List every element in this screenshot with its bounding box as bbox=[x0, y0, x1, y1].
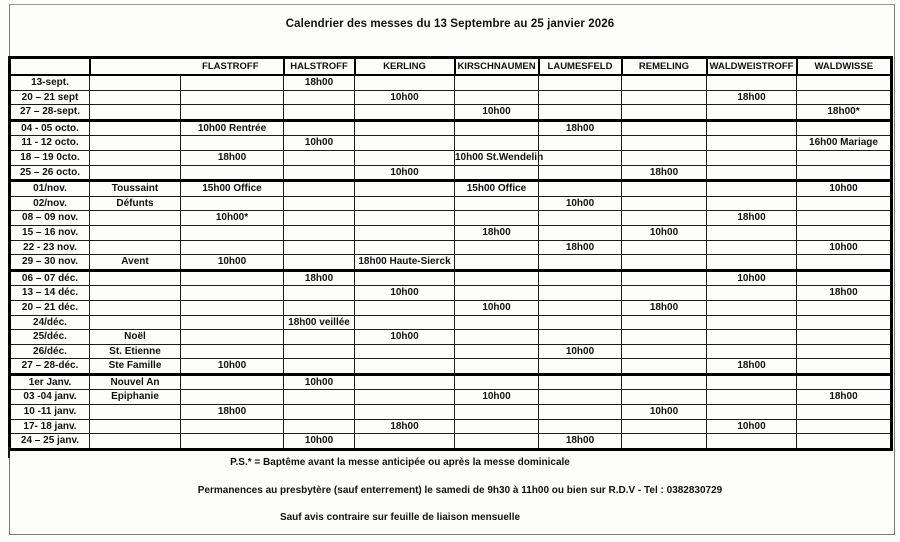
time-cell bbox=[539, 315, 622, 330]
event-cell: Avent bbox=[90, 255, 181, 271]
date-cell: 02/nov. bbox=[10, 196, 90, 211]
time-cell bbox=[455, 330, 539, 345]
time-cell bbox=[622, 240, 707, 255]
time-cell: 18h00 bbox=[797, 286, 892, 301]
time-cell bbox=[707, 120, 797, 136]
event-cell bbox=[90, 211, 181, 226]
time-cell: 10h00 bbox=[622, 225, 707, 240]
event-cell bbox=[90, 240, 181, 255]
time-cell bbox=[707, 374, 797, 390]
event-cell bbox=[90, 419, 181, 434]
time-cell bbox=[797, 374, 892, 390]
time-cell: 18h00 Haute-Sierck bbox=[355, 255, 455, 271]
time-cell: 10h00 bbox=[355, 90, 455, 105]
time-cell bbox=[284, 390, 355, 405]
time-cell bbox=[181, 315, 284, 330]
event-cell bbox=[90, 286, 181, 301]
time-cell bbox=[455, 196, 539, 211]
column-header-remeling: REMELING bbox=[622, 58, 707, 76]
date-cell: 20 – 21 déc. bbox=[10, 300, 90, 315]
time-cell: 10h00 bbox=[284, 434, 355, 450]
time-cell bbox=[455, 255, 539, 271]
time-cell bbox=[455, 286, 539, 301]
time-cell bbox=[707, 300, 797, 315]
time-cell: 10h00* bbox=[181, 211, 284, 226]
time-cell bbox=[455, 240, 539, 255]
event-cell bbox=[90, 315, 181, 330]
event-cell bbox=[90, 225, 181, 240]
time-cell bbox=[707, 165, 797, 181]
column-header-waldweistroff: WALDWEISTROFF bbox=[707, 58, 797, 76]
time-cell bbox=[622, 211, 707, 226]
time-cell bbox=[355, 240, 455, 255]
time-cell bbox=[707, 75, 797, 90]
time-cell bbox=[181, 240, 284, 255]
column-header-halstroff: HALSTROFF bbox=[284, 58, 355, 76]
time-cell bbox=[355, 344, 455, 359]
time-cell bbox=[797, 150, 892, 165]
time-cell bbox=[284, 419, 355, 434]
date-cell: 11 - 12 octo. bbox=[10, 136, 90, 151]
time-cell bbox=[622, 75, 707, 90]
time-cell: 18h00 bbox=[539, 240, 622, 255]
time-cell: 10h00 bbox=[455, 390, 539, 405]
time-cell bbox=[539, 225, 622, 240]
time-cell: 18h00 bbox=[181, 150, 284, 165]
time-cell bbox=[622, 344, 707, 359]
time-cell bbox=[181, 286, 284, 301]
time-cell bbox=[284, 255, 355, 271]
time-cell bbox=[622, 196, 707, 211]
date-cell: 25/déc. bbox=[10, 330, 90, 345]
time-cell bbox=[797, 419, 892, 434]
table-row bbox=[10, 255, 892, 271]
time-cell bbox=[622, 330, 707, 345]
time-cell bbox=[355, 150, 455, 165]
event-cell bbox=[90, 75, 181, 90]
scan-line-artifact bbox=[8, 447, 10, 458]
time-cell bbox=[797, 196, 892, 211]
time-cell bbox=[284, 196, 355, 211]
event-cell: Ste Famille bbox=[90, 359, 181, 375]
table-row bbox=[10, 286, 892, 301]
footnote-office-hours: Permanences au presbytère (sauf enterrement) le samedi de 9h30 à 11h00 ou bien sur R.D.V - Tel : 0382830729 bbox=[197, 485, 723, 496]
time-cell: 10h00 bbox=[797, 181, 892, 197]
time-cell: 10h00 St.Wendelin bbox=[455, 150, 539, 165]
column-header-laumesfeld: LAUMESFELD bbox=[539, 58, 622, 76]
time-cell bbox=[181, 75, 284, 90]
date-cell: 13 – 14 déc. bbox=[10, 286, 90, 301]
time-cell: 18h00 bbox=[622, 165, 707, 181]
header-row bbox=[10, 58, 892, 76]
table-row bbox=[10, 330, 892, 345]
time-cell bbox=[355, 181, 455, 197]
time-cell bbox=[284, 105, 355, 121]
time-cell bbox=[622, 374, 707, 390]
event-cell bbox=[90, 105, 181, 121]
time-cell: 10h00 Rentrée bbox=[181, 120, 284, 136]
time-cell bbox=[797, 255, 892, 271]
time-cell: 10h00 bbox=[707, 270, 797, 286]
column-header-flastroff: FLASTROFF bbox=[90, 58, 284, 76]
time-cell: 18h00 bbox=[707, 90, 797, 105]
time-cell bbox=[181, 270, 284, 286]
date-cell: 22 - 23 nov. bbox=[10, 240, 90, 255]
table-row bbox=[10, 300, 892, 315]
time-cell bbox=[539, 286, 622, 301]
time-cell bbox=[455, 270, 539, 286]
time-cell: 18h00 bbox=[539, 120, 622, 136]
table-row bbox=[10, 165, 892, 181]
time-cell bbox=[622, 255, 707, 271]
time-cell bbox=[181, 434, 284, 450]
date-cell: 08 – 09 nov. bbox=[10, 211, 90, 226]
event-cell bbox=[90, 405, 181, 420]
table-row bbox=[10, 75, 892, 90]
footnote-baptism: P.S.* = Baptême avant la messe anticipée ou après la messe dominicale bbox=[230, 457, 570, 468]
table-row bbox=[10, 405, 892, 420]
time-cell bbox=[355, 390, 455, 405]
time-cell bbox=[797, 344, 892, 359]
event-cell: Epiphanie bbox=[90, 390, 181, 405]
time-cell: 10h00 bbox=[455, 105, 539, 121]
time-cell bbox=[455, 359, 539, 375]
table-row bbox=[10, 90, 892, 105]
time-cell bbox=[284, 286, 355, 301]
table-row bbox=[10, 270, 892, 286]
time-cell: 10h00 bbox=[539, 196, 622, 211]
header-date-column bbox=[10, 58, 90, 76]
table-row bbox=[10, 240, 892, 255]
date-cell: 06 – 07 déc. bbox=[10, 270, 90, 286]
time-cell: 10h00 bbox=[284, 136, 355, 151]
table-row bbox=[10, 390, 892, 405]
time-cell: 10h00 bbox=[539, 344, 622, 359]
time-cell: 18h00 bbox=[622, 300, 707, 315]
time-cell bbox=[284, 90, 355, 105]
table-row bbox=[10, 105, 892, 121]
time-cell bbox=[355, 270, 455, 286]
time-cell: 18h00 bbox=[707, 359, 797, 375]
date-cell: 03 -04 janv. bbox=[10, 390, 90, 405]
time-cell bbox=[455, 374, 539, 390]
time-cell bbox=[622, 315, 707, 330]
time-cell bbox=[455, 120, 539, 136]
time-cell bbox=[355, 374, 455, 390]
time-cell bbox=[539, 211, 622, 226]
time-cell bbox=[797, 330, 892, 345]
time-cell bbox=[539, 270, 622, 286]
time-cell bbox=[622, 286, 707, 301]
time-cell bbox=[455, 315, 539, 330]
time-cell bbox=[284, 240, 355, 255]
time-cell bbox=[539, 165, 622, 181]
time-cell bbox=[355, 315, 455, 330]
event-cell bbox=[90, 90, 181, 105]
time-cell bbox=[455, 211, 539, 226]
page-title: Calendrier des messes du 13 Septembre au 25 janvier 2026 bbox=[285, 18, 615, 30]
event-cell bbox=[90, 165, 181, 181]
time-cell bbox=[181, 136, 284, 151]
time-cell bbox=[181, 90, 284, 105]
time-cell bbox=[539, 90, 622, 105]
date-cell: 24 – 25 janv. bbox=[10, 434, 90, 450]
date-cell: 29 – 30 nov. bbox=[10, 255, 90, 271]
time-cell bbox=[355, 300, 455, 315]
table-row bbox=[10, 225, 892, 240]
time-cell: 18h00 bbox=[284, 270, 355, 286]
date-cell: 24/déc. bbox=[10, 315, 90, 330]
time-cell bbox=[355, 405, 455, 420]
date-cell: 18 – 19 0cto. bbox=[10, 150, 90, 165]
table-row bbox=[10, 211, 892, 226]
table-row bbox=[10, 120, 892, 136]
date-cell: 04 - 05 octo. bbox=[10, 120, 90, 136]
table-row bbox=[10, 344, 892, 359]
time-cell bbox=[284, 330, 355, 345]
time-cell bbox=[284, 181, 355, 197]
date-cell: 25 – 26 octo. bbox=[10, 165, 90, 181]
time-cell bbox=[539, 150, 622, 165]
time-cell bbox=[181, 374, 284, 390]
event-cell bbox=[90, 136, 181, 151]
event-cell bbox=[90, 270, 181, 286]
table-row bbox=[10, 374, 892, 390]
event-cell bbox=[90, 150, 181, 165]
time-cell: 10h00 bbox=[355, 165, 455, 181]
time-cell bbox=[622, 120, 707, 136]
event-cell bbox=[90, 434, 181, 450]
time-cell bbox=[355, 105, 455, 121]
time-cell: 10h00 bbox=[622, 405, 707, 420]
time-cell bbox=[181, 390, 284, 405]
time-cell: 18h00 bbox=[181, 405, 284, 420]
date-cell: 01/nov. bbox=[10, 181, 90, 197]
column-header-waldwisse: WALDWISSE bbox=[797, 58, 892, 76]
time-cell bbox=[707, 390, 797, 405]
time-cell: 10h00 bbox=[355, 286, 455, 301]
time-cell bbox=[539, 390, 622, 405]
date-cell: 1er Janv. bbox=[10, 374, 90, 390]
time-cell: 10h00 bbox=[797, 240, 892, 255]
time-cell: 10h00 bbox=[355, 330, 455, 345]
time-cell bbox=[622, 136, 707, 151]
event-cell bbox=[90, 120, 181, 136]
time-cell bbox=[622, 434, 707, 450]
footnote-disclaimer: Sauf avis contraire sur feuille de liaison mensuelle bbox=[279, 512, 521, 523]
time-cell bbox=[707, 240, 797, 255]
time-cell bbox=[181, 330, 284, 345]
time-cell bbox=[622, 105, 707, 121]
time-cell bbox=[539, 105, 622, 121]
time-cell bbox=[539, 75, 622, 90]
time-cell: 18h00 bbox=[455, 225, 539, 240]
time-cell bbox=[797, 165, 892, 181]
time-cell bbox=[455, 344, 539, 359]
time-cell bbox=[622, 90, 707, 105]
event-cell bbox=[90, 300, 181, 315]
time-cell bbox=[707, 286, 797, 301]
time-cell bbox=[797, 434, 892, 450]
time-cell bbox=[797, 405, 892, 420]
table-row bbox=[10, 419, 892, 434]
time-cell bbox=[622, 390, 707, 405]
time-cell bbox=[455, 136, 539, 151]
time-cell bbox=[539, 330, 622, 345]
time-cell: 18h00 bbox=[539, 434, 622, 450]
date-cell: 26/déc. bbox=[10, 344, 90, 359]
time-cell bbox=[355, 359, 455, 375]
time-cell bbox=[284, 120, 355, 136]
event-cell: Défunts bbox=[90, 196, 181, 211]
time-cell bbox=[181, 225, 284, 240]
time-cell bbox=[707, 315, 797, 330]
time-cell bbox=[707, 136, 797, 151]
time-cell bbox=[707, 255, 797, 271]
time-cell bbox=[797, 75, 892, 90]
time-cell: 10h00 bbox=[181, 359, 284, 375]
date-cell: 13-sept. bbox=[10, 75, 90, 90]
time-cell bbox=[707, 181, 797, 197]
time-cell: 18h00 veillée bbox=[284, 315, 355, 330]
date-cell: 27 – 28-déc. bbox=[10, 359, 90, 375]
table-row bbox=[10, 150, 892, 165]
time-cell: 18h00 bbox=[284, 75, 355, 90]
time-cell: 18h00 bbox=[707, 211, 797, 226]
time-cell bbox=[539, 181, 622, 197]
date-cell: 10 -11 janv. bbox=[10, 405, 90, 420]
time-cell bbox=[707, 434, 797, 450]
event-cell: St. Etienne bbox=[90, 344, 181, 359]
time-cell: 15h00 Office bbox=[181, 181, 284, 197]
table-row bbox=[10, 315, 892, 330]
time-cell bbox=[707, 330, 797, 345]
time-cell bbox=[284, 300, 355, 315]
time-cell: 15h00 Office bbox=[455, 181, 539, 197]
time-cell bbox=[622, 270, 707, 286]
date-cell: 20 – 21 sept bbox=[10, 90, 90, 105]
date-cell: 17- 18 janv. bbox=[10, 419, 90, 434]
time-cell bbox=[797, 225, 892, 240]
column-header-kerling: KERLING bbox=[355, 58, 455, 76]
time-cell bbox=[797, 120, 892, 136]
time-cell: 16h00 Mariage bbox=[797, 136, 892, 151]
column-header-kirschnaumen: KIRSCHNAUMEN bbox=[455, 58, 539, 76]
time-cell bbox=[539, 255, 622, 271]
time-cell bbox=[284, 359, 355, 375]
time-cell bbox=[181, 105, 284, 121]
time-cell bbox=[181, 419, 284, 434]
time-cell bbox=[284, 405, 355, 420]
table-row bbox=[10, 136, 892, 151]
time-cell bbox=[455, 419, 539, 434]
time-cell bbox=[355, 120, 455, 136]
time-cell bbox=[284, 165, 355, 181]
event-cell: Toussaint bbox=[90, 181, 181, 197]
time-cell bbox=[181, 300, 284, 315]
time-cell bbox=[707, 196, 797, 211]
time-cell: 10h00 bbox=[181, 255, 284, 271]
time-cell bbox=[797, 270, 892, 286]
table-row bbox=[10, 434, 892, 450]
time-cell bbox=[455, 405, 539, 420]
time-cell: 18h00 bbox=[355, 419, 455, 434]
time-cell bbox=[707, 344, 797, 359]
time-cell bbox=[455, 90, 539, 105]
event-cell: Noël bbox=[90, 330, 181, 345]
mass-schedule-table bbox=[8, 56, 893, 451]
time-cell bbox=[539, 405, 622, 420]
time-cell bbox=[622, 181, 707, 197]
time-cell bbox=[181, 344, 284, 359]
time-cell bbox=[455, 434, 539, 450]
time-cell bbox=[284, 150, 355, 165]
time-cell bbox=[181, 196, 284, 211]
table-row bbox=[10, 196, 892, 211]
time-cell: 10h00 bbox=[455, 300, 539, 315]
time-cell bbox=[355, 225, 455, 240]
time-cell: 10h00 bbox=[707, 419, 797, 434]
time-cell bbox=[707, 105, 797, 121]
time-cell bbox=[539, 136, 622, 151]
time-cell bbox=[539, 300, 622, 315]
time-cell bbox=[622, 359, 707, 375]
time-cell bbox=[707, 405, 797, 420]
time-cell bbox=[455, 75, 539, 90]
time-cell bbox=[181, 165, 284, 181]
date-cell: 15 – 16 nov. bbox=[10, 225, 90, 240]
time-cell: 18h00* bbox=[797, 105, 892, 121]
time-cell bbox=[284, 344, 355, 359]
table-row bbox=[10, 181, 892, 197]
time-cell bbox=[622, 150, 707, 165]
time-cell bbox=[355, 136, 455, 151]
time-cell: 10h00 bbox=[284, 374, 355, 390]
time-cell bbox=[284, 211, 355, 226]
time-cell bbox=[539, 419, 622, 434]
time-cell bbox=[284, 225, 355, 240]
time-cell bbox=[797, 359, 892, 375]
time-cell bbox=[707, 150, 797, 165]
time-cell bbox=[455, 165, 539, 181]
time-cell bbox=[797, 300, 892, 315]
time-cell bbox=[797, 90, 892, 105]
time-cell bbox=[355, 75, 455, 90]
time-cell bbox=[797, 211, 892, 226]
event-cell: Nouvel An bbox=[90, 374, 181, 390]
table-row bbox=[10, 359, 892, 375]
time-cell bbox=[355, 211, 455, 226]
time-cell bbox=[707, 225, 797, 240]
time-cell: 18h00 bbox=[797, 390, 892, 405]
time-cell bbox=[355, 196, 455, 211]
time-cell bbox=[797, 315, 892, 330]
time-cell bbox=[355, 434, 455, 450]
time-cell bbox=[539, 359, 622, 375]
time-cell bbox=[539, 374, 622, 390]
date-cell: 27 – 28-sept. bbox=[10, 105, 90, 121]
time-cell bbox=[622, 419, 707, 434]
